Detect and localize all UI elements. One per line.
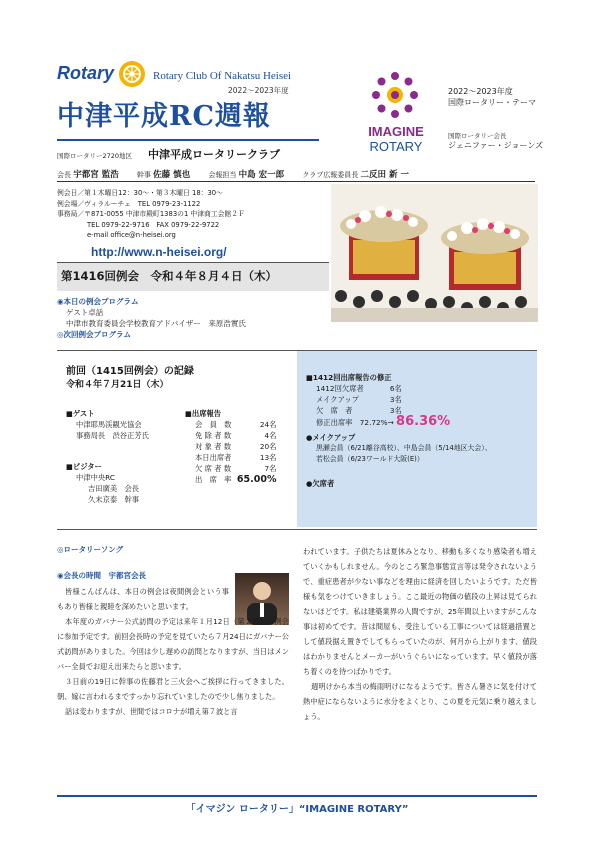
attendance-rate: 65.00% [236, 474, 277, 485]
season-label: 2022～2023年度 [228, 86, 289, 95]
theme-year: 2022～2023年度 [448, 87, 513, 96]
district-label: 国際ロータリー2720地区 [57, 152, 133, 160]
attendance-label: 免 除 者 数 [195, 431, 232, 440]
correction-value: 6名 [389, 384, 402, 393]
article-paragraph: 本年度のガバナー公式訪問の予定は来年１月12日（第２週）の例会に参加予定です。前回会長時の予定を見ていたら７月24日にガバナー公式訪問がありました。今回は少し遅めの訪問となりますが、当日はメンバー全員でお迎え出来たらと思います。 [57, 617, 289, 671]
article-paragraph: 話は変わりますが、世間ではコロナが増え第７波と言 [65, 707, 238, 716]
visitor-line3: 久末京泰 幹事 [88, 495, 140, 504]
rotary-wordmark: Rotary [57, 63, 115, 83]
attendance-row [195, 463, 276, 474]
attendance-label: 本日出席者 [195, 453, 232, 462]
program-block [57, 296, 246, 340]
today-program-heading: ◉本日の例会プログラム [57, 297, 139, 306]
article-paragraph: われています。子供たちは夏休みとなり、移動も多くなり感染者も増えていくかもしれません。今のところ緊急事態宣言等は発令されないようで、重症患者が少ない事などを理由に経済を回したいようです。ただ皆様も気をつけていきましょう。ここ最近の物価の値段の上昇は見てられないほどです。私は建築業界の人間ですが、25年間以上いますがこんな事は初めてです。昔は間屋も、受注している工事については経過措置として値段据え置きでしてもらっていたのが、何月から上がります、値段はわかりませんとメーカーがいうぐらいになっています。早く値段が落ち着くのを待つばかりです。 [303, 547, 537, 676]
guest-heading: ■ゲスト [66, 409, 95, 418]
correction-row [316, 394, 402, 405]
masthead-title: 中津平成RC週報 [57, 101, 271, 132]
article-left-column [57, 584, 289, 719]
ri-president-name: ジェニファー・ジョーンズ [448, 141, 544, 150]
makeup-line1: 黒瀬会員（6/21離谷高校）、中島会員（5/14地区大会）、 [316, 444, 492, 452]
rotary-song-heading: ◎ロータリーソング [57, 545, 124, 554]
article-paragraph: 皆様こんばんは、本日の例会は夜間例会という事もあり皆様と親睦を深めたいと思います。 [57, 587, 229, 611]
record-date: 令和４年７月21日（木） [66, 380, 169, 390]
absent-heading: ●欠席者 [306, 479, 335, 488]
correction-heading: ■1412回出席報告の修正 [306, 373, 392, 382]
president-name: 宇都宮 監浩 [73, 170, 119, 180]
attendance-value: 7名 [264, 464, 277, 473]
footer-slogan: 「イマジン ロータリー」“IMAGINE ROTARY” [185, 804, 409, 815]
correction-label: 欠 席 者 [316, 406, 353, 415]
correction-value: 3名 [389, 395, 402, 404]
next-program-heading: ◎次回例会プログラム [57, 330, 131, 339]
president-label: 会長 [57, 171, 71, 179]
makeup-line2: 若松会員（6/23ワールド大阪(E)） [316, 455, 424, 463]
correction-label: 1412回欠席者 [316, 384, 364, 393]
record-title: 前回（1415回例会）の記録 [66, 366, 194, 377]
correction-row [316, 383, 402, 394]
article-right-column [303, 544, 537, 724]
visitor-line2: 吉田廣美 会長 [88, 484, 140, 493]
attendance-label: 対 象 者 数 [195, 442, 232, 451]
article-paragraph: ３日前の19日に幹事の佐藤君と三火会へご挨拶に行ってきました。朝、嫁に言われるまですっかり忘れていましたので少し焦りました。 [57, 677, 289, 701]
festival-float-illustration [331, 184, 538, 322]
ri-president-title: 国際ロータリー会長 [448, 132, 507, 140]
corrected-rate-label: 修正出席率 72.72%→ [316, 418, 394, 427]
imagine-word: IMAGINE [368, 124, 424, 139]
visitor-block [66, 461, 139, 505]
article-paragraph: 週明けから本当の梅雨明けになるようです。皆さん暑さに気を付けて熱中症にならないように水分をよくとり、この夏を元気に乗り越えましょう。 [303, 682, 537, 721]
correction-value: 3名 [389, 406, 402, 415]
attendance-row [195, 419, 276, 430]
officers-rule [57, 181, 535, 182]
attendance-row [195, 474, 276, 485]
today-program-line2: 中津市教育委員会学校教育アドバイザー 来原浩實氏 [66, 319, 246, 328]
club-name-english: Rotary Club Of Nakatsu Heisei [153, 70, 292, 82]
attendance-block [185, 408, 276, 485]
president-time-heading: ◉会長の時間 宇都宮会長 [57, 571, 147, 580]
secretary-name: 佐藤 慎也 [153, 170, 191, 180]
club-name-japanese: 中津平成ロータリークラブ [148, 148, 280, 161]
club-website-link[interactable]: http://www.n-heisei.org/ [91, 245, 227, 259]
masthead-rule [57, 139, 319, 141]
pr-label: クラブ広報委員長 [302, 171, 359, 179]
rotary-word: ROTARY [369, 139, 423, 154]
attendance-label: 欠 席 者 数 [195, 464, 232, 473]
attendance-label: 出 席 率 [195, 475, 232, 484]
info-meeting-day: 例会日／第１木曜日12：30～・第３木曜日 18：30～ [57, 189, 223, 197]
guest-line1: 中津耶馬渓観光協会 [76, 420, 142, 429]
corrected-rate-value: 86.36% [396, 414, 451, 429]
meeting-title: 第1416回例会 令和４年８月４日（木） [61, 269, 278, 283]
attendance-row [195, 452, 276, 463]
imagine-flower-icon [368, 68, 422, 122]
info-phone: TEL 0979-22-9716 FAX 0979-22-9722 [87, 220, 220, 229]
attendance-value: 24名 [259, 420, 277, 429]
visitor-line1: 中津中央RC [76, 473, 115, 482]
visitor-heading: ■ビジター [66, 462, 102, 471]
makeup-heading: ●メイクアップ [306, 433, 356, 442]
attendance-table [195, 419, 276, 485]
attendance-value: 20名 [259, 442, 277, 451]
correction-label: メイクアップ [316, 395, 359, 404]
bulletin-name: 中島 宏一郎 [238, 170, 285, 180]
secretary-label: 幹事 [136, 171, 151, 179]
theme-label: 国際ロータリー・テーマ [448, 98, 536, 107]
attendance-value: 4名 [264, 431, 277, 440]
corrected-rate-line [306, 416, 450, 428]
attendance-row [195, 430, 276, 441]
attendance-value: 13名 [259, 453, 277, 462]
imagine-rotary-logo-text [355, 124, 437, 154]
ri-president-block [448, 131, 543, 151]
bulletin-label: 会報担当 [208, 171, 237, 179]
attendance-label: 会 員 数 [195, 420, 232, 429]
correction-row [316, 405, 402, 416]
pr-name: 二反田 新 一 [360, 170, 409, 180]
makeup-block [306, 432, 492, 465]
float-right [441, 218, 529, 290]
attendance-heading: ■出席報告 [185, 409, 222, 418]
info-office: 事務局／〒871-0055 中津市殿町1383の1 中津商工会館２Ｆ [57, 210, 245, 218]
float-left [340, 206, 428, 280]
rotary-wheel-icon [117, 59, 147, 89]
guest-block [66, 408, 149, 441]
correction-table [316, 383, 402, 416]
guest-line2: 事務局長 渋谷正芳氏 [76, 431, 149, 440]
footer-rule [57, 795, 537, 797]
theme-year-block [448, 86, 536, 108]
attendance-row [195, 441, 276, 452]
correction-block [306, 372, 450, 428]
info-venue: 例会場／ヴィラルーチェ TEL 0979-23-1122 [57, 199, 201, 208]
today-program-line1: ゲスト卓話 [66, 308, 104, 317]
club-info-block [57, 188, 245, 241]
officers-line [57, 168, 535, 180]
info-email: e-mail office@n-heisei.org [87, 231, 176, 239]
